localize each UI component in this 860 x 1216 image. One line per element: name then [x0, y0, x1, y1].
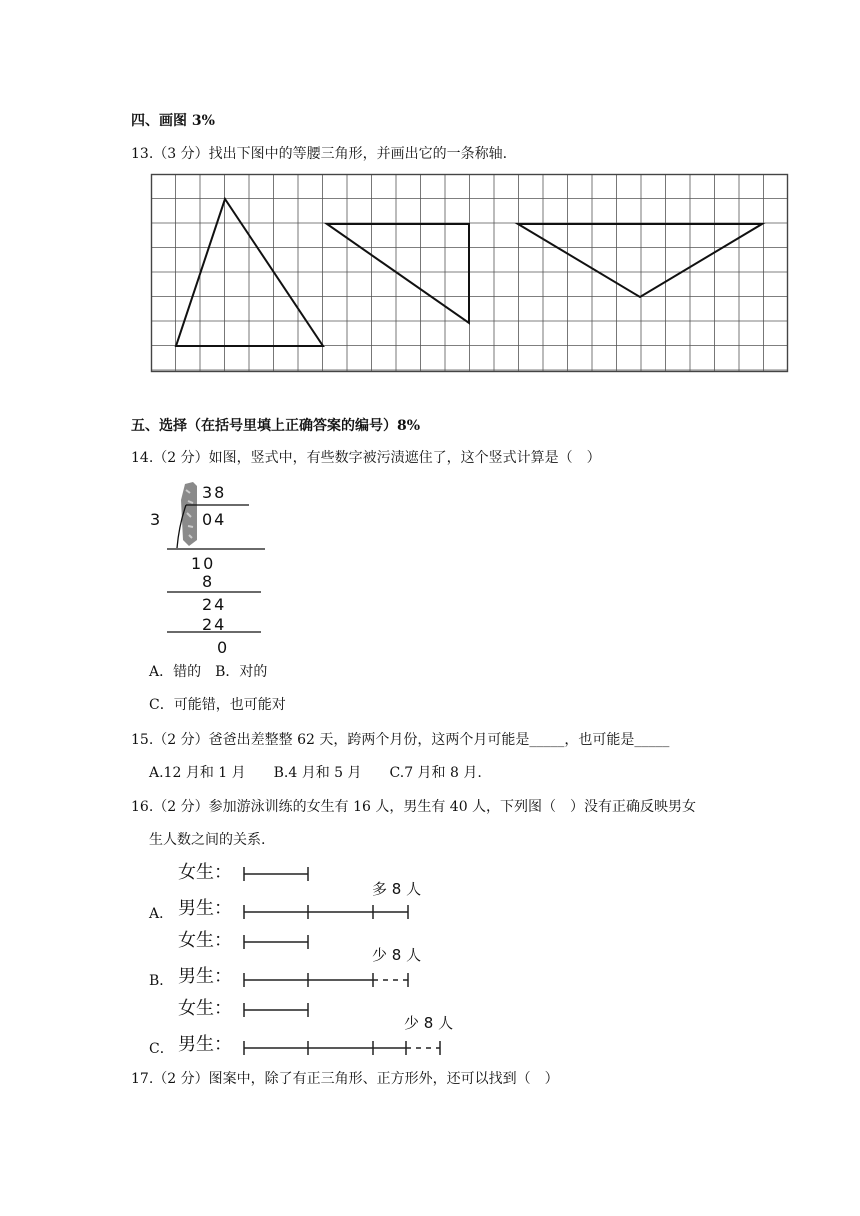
- girls-label: 女生：: [178, 930, 232, 951]
- girls-label: 女生：: [178, 862, 232, 883]
- division-row: 10: [191, 554, 216, 573]
- section-4-heading: 四、画图 3%: [131, 113, 215, 129]
- division-quotient: 38: [202, 483, 227, 502]
- question-17-text: 17.（2 分）图案中，除了有正三角形、正方形外，还可以找到（ ）: [131, 1071, 559, 1087]
- option-a-letter: A．: [149, 906, 174, 922]
- triangle-isosceles-inverted: [518, 224, 762, 297]
- q14-option-c: C．可能错，也可能对: [149, 697, 286, 713]
- division-row: 8: [202, 572, 213, 591]
- division-row: 24: [202, 615, 227, 634]
- question-16-text-line2: 生人数之间的关系.: [149, 832, 266, 848]
- boys-label: 男生：: [178, 966, 232, 987]
- question-13-text: 13.（3 分）找出下图中的等腰三角形，并画出它的一条称轴.: [131, 146, 508, 162]
- option-c-note: 少 8 人: [404, 1014, 454, 1032]
- boys-bar-b: [240, 970, 420, 990]
- boys-bar-a: [240, 902, 420, 922]
- boys-bar-c: [240, 1038, 450, 1058]
- girls-bar-a: [240, 864, 320, 884]
- boys-label: 男生：: [178, 898, 232, 919]
- q14-options-ab: A．错的 B．对的: [149, 664, 268, 680]
- long-division-figure: [145, 480, 275, 660]
- option-b-letter: B．: [149, 973, 174, 989]
- triangle-grid-figure: [151, 174, 789, 374]
- option-a-note: 多 8 人: [372, 880, 422, 898]
- girls-bar-b: [240, 932, 320, 952]
- division-row: 0: [217, 638, 228, 657]
- girls-label: 女生：: [178, 998, 232, 1019]
- division-divisor: 3: [150, 510, 161, 529]
- section-5-heading: 五、选择（在括号里填上正确答案的编号）8%: [131, 418, 421, 434]
- question-16-text-line1: 16.（2 分）参加游泳训练的女生有 16 人，男生有 40 人，下列图（ ）没有正确反映男女: [131, 799, 697, 815]
- triangle-isosceles-left: [176, 199, 323, 346]
- question-14-text: 14.（2 分）如图，竖式中，有些数字被污渍遮住了，这个竖式计算是（ ）: [131, 450, 601, 466]
- q15-options: A.12 月和 1 月 B.4 月和 5 月 C.7 月和 8 月.: [149, 765, 482, 781]
- option-b-note: 少 8 人: [372, 946, 422, 964]
- boys-label: 男生：: [178, 1034, 232, 1055]
- girls-bar-c: [240, 1000, 320, 1020]
- option-c-letter: C．: [149, 1041, 174, 1057]
- division-dividend: 04: [202, 510, 227, 529]
- triangle-right: [327, 224, 469, 323]
- question-15-text: 15.（2 分）爸爸出差整整 62 天，跨两个月份，这两个月可能是_____，也可能是_____: [131, 732, 670, 748]
- division-row: 24: [202, 595, 227, 614]
